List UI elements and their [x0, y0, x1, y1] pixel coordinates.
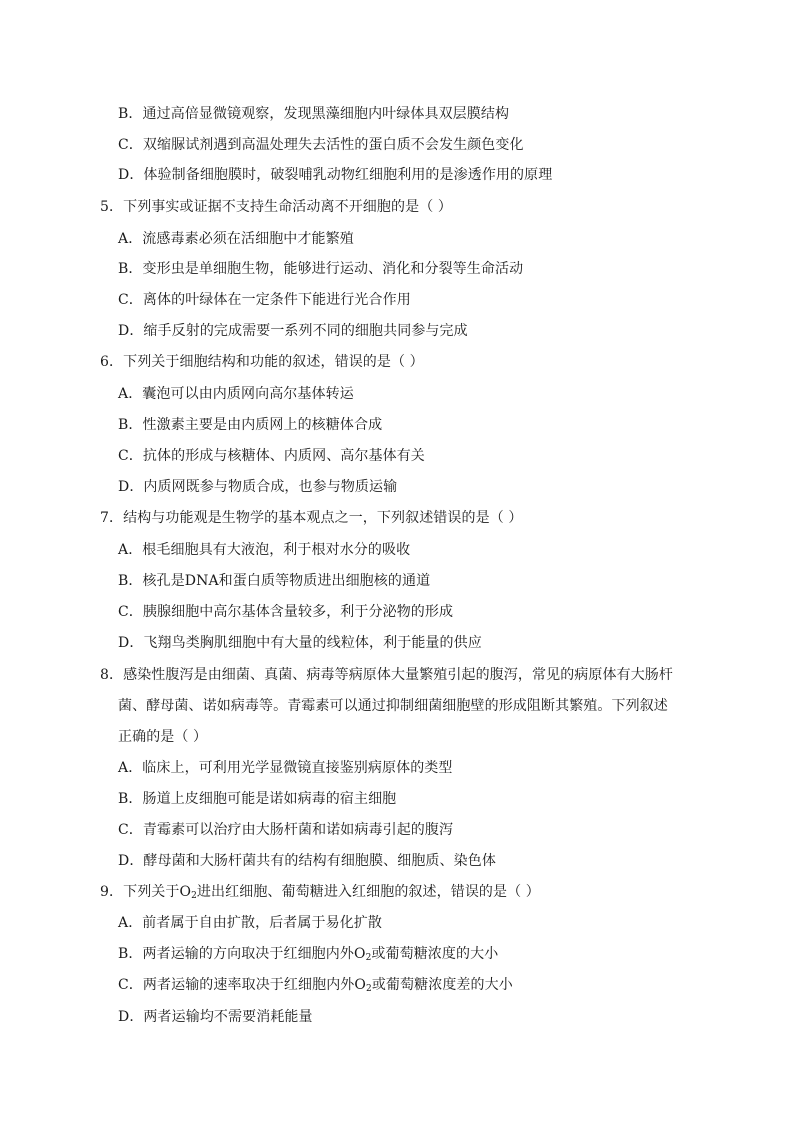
- q6-option-c: C．抗体的形成与核糖体、内质网、高尔基体有关: [118, 448, 425, 464]
- q9-option-b-subscript: 2: [365, 953, 372, 963]
- q6-option-b: B．性激素主要是由内质网上的核糖体合成: [118, 417, 383, 433]
- q9-stem-pre: 9．下列关于O: [100, 884, 192, 900]
- q7-stem: 7．结构与功能观是生物学的基本观点之一，下列叙述错误的是（ ）: [100, 510, 523, 526]
- q9-option-c-pre: C．两者运输的速率取决于红细胞内外O: [118, 977, 366, 993]
- q6-stem: 6．下列关于细胞结构和功能的叙述，错误的是（ ）: [100, 354, 424, 370]
- q9-stem: [100, 883, 540, 901]
- q4-option-c: C．双缩脲试剂遇到高温处理失去活性的蛋白质不会发生颜色变化: [118, 137, 524, 153]
- q9-option-a: A．前者属于自由扩散，后者属于易化扩散: [118, 915, 383, 931]
- q9-option-b: [118, 945, 498, 963]
- q9-option-b-post: 或葡萄糖浓度的大小: [371, 946, 499, 962]
- q8-stem-line-1: 8．感染性腹泻是由细菌、真菌、病毒等病原体大量繁殖引起的腹泻，常见的病原体有大肠杆: [100, 667, 674, 683]
- q9-option-c: [118, 976, 513, 994]
- q8-stem-line-3: 正确的是（ ）: [118, 729, 208, 745]
- q9-option-b-pre: B．两者运输的方向取决于红细胞内外O: [118, 946, 366, 962]
- q9-stem-subscript: 2: [191, 891, 197, 901]
- q9-option-d: D．两者运输均不需要消耗能量: [118, 1009, 313, 1025]
- q4-option-d: D．体验制备细胞膜时，破裂哺乳动物红细胞利用的是渗透作用的原理: [118, 167, 553, 183]
- q6-option-a: A．囊泡可以由内质网向高尔基体转运: [118, 386, 354, 402]
- q8-option-c: C．青霉素可以治疗由大肠杆菌和诺如病毒引起的腹泻: [118, 822, 454, 838]
- q8-option-a: A．临床上，可利用光学显微镜直接鉴别病原体的类型: [118, 760, 453, 776]
- q5-option-b: B．变形虫是单细胞生物，能够进行运动、消化和分裂等生命活动: [118, 261, 524, 277]
- q5-option-a: A．流感毒素必须在活细胞中才能繁殖: [118, 231, 354, 247]
- q9-stem-post: 进出红细胞、葡萄糖进入红细胞的叙述，错误的是（ ）: [196, 884, 540, 900]
- q7-option-a: A．根毛细胞具有大液泡，利于根对水分的吸收: [118, 542, 411, 558]
- q8-stem-line-2: 菌、酵母菌、诺如病毒等。青霉素可以通过抑制细菌细胞壁的形成阻断其繁殖。下列叙述: [118, 698, 668, 714]
- q5-option-c: C．离体的叶绿体在一定条件下能进行光合作用: [118, 292, 411, 308]
- q7-option-b: B．核孔是DNA和蛋白质等物质进出细胞核的通道: [118, 573, 431, 589]
- q8-option-b: B．肠道上皮细胞可能是诺如病毒的宿主细胞: [118, 791, 397, 807]
- q9-option-c-subscript: 2: [366, 984, 372, 994]
- q5-option-d: D．缩手反射的完成需要一系列不同的细胞共同参与完成: [118, 323, 468, 339]
- q6-option-d: D．内质网既参与物质合成，也参与物质运输: [118, 479, 398, 495]
- q7-option-c: C．胰腺细胞中高尔基体含量较多，利于分泌物的形成: [118, 604, 454, 620]
- q4-option-b: B．通过高倍显微镜观察，发现黑藻细胞内叶绿体具双层膜结构: [118, 106, 510, 122]
- q7-option-d: D．飞翔鸟类胸肌细胞中有大量的线粒体，利于能量的供应: [118, 635, 482, 651]
- q5-stem: 5．下列事实或证据不支持生命活动离不开细胞的是（ ）: [100, 199, 452, 215]
- q8-option-d: D．酵母菌和大肠杆菌共有的结构有细胞膜、细胞质、染色体: [118, 853, 496, 869]
- q9-option-c-post: 或葡萄糖浓度差的大小: [371, 977, 513, 993]
